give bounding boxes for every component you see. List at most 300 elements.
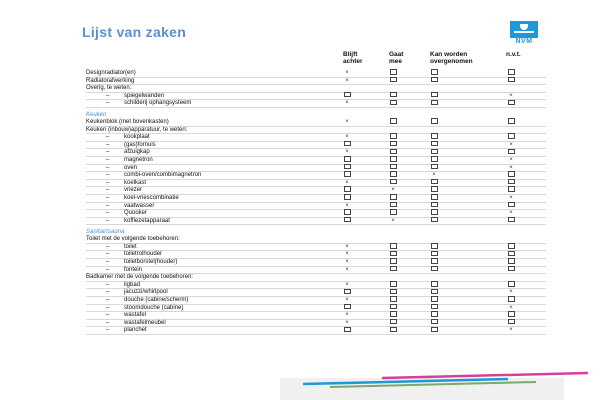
empty-checkbox-icon bbox=[431, 281, 438, 287]
checkbox-gaat-mee[interactable] bbox=[389, 78, 397, 85]
dash-bullet: – bbox=[106, 266, 110, 273]
empty-checkbox-icon bbox=[390, 289, 397, 295]
table-row bbox=[86, 289, 546, 297]
checkbox-kan-worden-overgenomen[interactable] bbox=[430, 312, 438, 319]
table-row bbox=[86, 149, 546, 157]
empty-checkbox-icon bbox=[344, 141, 351, 147]
dash-bullet: – bbox=[106, 134, 110, 141]
empty-checkbox-icon bbox=[390, 296, 397, 302]
checkbox-kan-worden-overgenomen[interactable] bbox=[430, 218, 438, 225]
table-row bbox=[86, 312, 546, 320]
dash-bullet: – bbox=[106, 243, 110, 250]
empty-checkbox-icon bbox=[431, 311, 438, 317]
empty-checkbox-icon bbox=[344, 304, 351, 310]
checkbox-kan-worden-overgenomen[interactable] bbox=[430, 244, 438, 251]
checkbox-kan-worden-overgenomen[interactable] bbox=[430, 142, 438, 149]
checkbox-blijft-achter[interactable] bbox=[343, 327, 351, 334]
table-row bbox=[86, 210, 546, 218]
checkbox-gaat-mee[interactable] bbox=[389, 327, 397, 334]
column-header-gaat-mee bbox=[389, 51, 403, 65]
checked-mark-nvt[interactable]: × bbox=[509, 156, 513, 163]
checkbox-nvt[interactable] bbox=[507, 149, 515, 156]
row-label: Keukenblok (met bovenkasten) bbox=[86, 118, 169, 125]
empty-checkbox-icon bbox=[508, 266, 515, 272]
nvm-logo-text: NVM bbox=[515, 38, 533, 45]
checked-mark-gaat-mee[interactable]: × bbox=[391, 187, 395, 194]
checked-mark-blijft-achter[interactable]: × bbox=[345, 281, 349, 288]
checkbox-blijft-achter[interactable] bbox=[343, 93, 351, 100]
empty-checkbox-icon bbox=[390, 258, 397, 264]
dash-bullet: – bbox=[106, 141, 110, 148]
checked-mark-blijft-achter[interactable]: × bbox=[345, 118, 349, 125]
row-label: kookplaat bbox=[124, 134, 150, 141]
checkbox-kan-worden-overgenomen[interactable] bbox=[430, 93, 438, 100]
nvm-logo bbox=[509, 21, 539, 47]
dash-bullet: – bbox=[106, 304, 110, 311]
checked-mark-blijft-achter[interactable]: × bbox=[345, 100, 349, 107]
checkbox-blijft-achter[interactable] bbox=[343, 305, 351, 312]
row-label: Designradiator(en) bbox=[86, 70, 136, 76]
row-label: toilet bbox=[124, 243, 137, 250]
column-header-line: overgenomen bbox=[430, 58, 473, 65]
checkbox-kan-worden-overgenomen[interactable] bbox=[430, 180, 438, 187]
checkbox-kan-worden-overgenomen[interactable] bbox=[430, 305, 438, 312]
checkbox-blijft-achter[interactable] bbox=[343, 172, 351, 179]
row-label: Keuken bbox=[86, 111, 107, 118]
checkbox-gaat-mee[interactable] bbox=[389, 180, 397, 187]
empty-checkbox-icon bbox=[431, 266, 438, 272]
checked-mark-blijft-achter[interactable]: × bbox=[345, 149, 349, 156]
empty-checkbox-icon bbox=[344, 217, 351, 223]
empty-checkbox-icon bbox=[508, 311, 515, 317]
empty-checkbox-icon bbox=[431, 251, 438, 257]
footer-band bbox=[280, 378, 564, 400]
table-row bbox=[86, 119, 546, 127]
empty-checkbox-icon bbox=[431, 202, 438, 208]
empty-checkbox-icon bbox=[344, 327, 351, 333]
nvm-logo-icon bbox=[510, 21, 538, 38]
checkbox-kan-worden-overgenomen[interactable] bbox=[430, 203, 438, 210]
checkbox-gaat-mee[interactable] bbox=[389, 203, 397, 210]
row-label: Radiatorafwerking bbox=[86, 77, 135, 84]
table-row bbox=[86, 165, 546, 173]
dash-bullet: – bbox=[106, 312, 110, 319]
empty-checkbox-icon bbox=[431, 327, 438, 333]
row-label: combi-oven/combimagnetron bbox=[124, 172, 202, 179]
empty-checkbox-icon bbox=[390, 133, 397, 139]
checked-mark-blijft-achter[interactable]: × bbox=[345, 179, 349, 186]
empty-checkbox-icon bbox=[344, 186, 351, 192]
table-row bbox=[86, 203, 546, 211]
row-label: spiegelwanden bbox=[124, 92, 165, 99]
checked-mark-blijft-achter[interactable]: × bbox=[345, 266, 349, 273]
checkbox-nvt[interactable] bbox=[507, 70, 515, 77]
group-heading bbox=[86, 85, 546, 93]
table-row bbox=[86, 93, 546, 101]
checkbox-nvt[interactable] bbox=[507, 78, 515, 85]
empty-checkbox-icon bbox=[390, 243, 397, 249]
group-heading bbox=[86, 127, 546, 135]
checkbox-kan-worden-overgenomen[interactable] bbox=[430, 78, 438, 85]
checkbox-nvt[interactable] bbox=[507, 244, 515, 251]
group-heading bbox=[86, 236, 546, 244]
checkbox-blijft-achter[interactable] bbox=[343, 210, 351, 217]
checked-mark-blijft-achter[interactable]: × bbox=[345, 312, 349, 319]
row-label: afzuigkap bbox=[124, 149, 150, 156]
dash-bullet: – bbox=[106, 92, 110, 99]
checked-mark-blijft-achter[interactable]: × bbox=[345, 70, 349, 76]
checked-mark-blijft-achter[interactable]: × bbox=[345, 259, 349, 266]
group-heading bbox=[86, 274, 546, 282]
checked-mark-blijft-achter[interactable]: × bbox=[345, 251, 349, 258]
table-row bbox=[86, 305, 546, 313]
checkbox-nvt[interactable] bbox=[507, 203, 515, 210]
checkbox-gaat-mee[interactable] bbox=[389, 267, 397, 274]
row-label: vaatwasser bbox=[124, 202, 155, 209]
checkbox-gaat-mee[interactable] bbox=[389, 149, 397, 156]
column-header-line: n.v.t. bbox=[506, 51, 521, 58]
dash-bullet: – bbox=[106, 156, 110, 163]
checked-mark-nvt[interactable]: × bbox=[509, 289, 513, 296]
checkbox-nvt[interactable] bbox=[507, 282, 515, 289]
empty-checkbox-icon bbox=[431, 217, 438, 223]
checkbox-gaat-mee[interactable] bbox=[389, 320, 397, 327]
column-header-line: mee bbox=[389, 58, 403, 65]
row-label: schilderij ophangsysteem bbox=[124, 100, 192, 107]
empty-checkbox-icon bbox=[508, 202, 515, 208]
checkbox-nvt[interactable] bbox=[507, 267, 515, 274]
empty-checkbox-icon bbox=[431, 141, 438, 147]
checked-mark-nvt[interactable]: × bbox=[509, 141, 513, 148]
empty-checkbox-icon bbox=[390, 266, 397, 272]
row-label: douche (cabine/scherm) bbox=[124, 297, 189, 304]
checkbox-kan-worden-overgenomen[interactable] bbox=[430, 259, 438, 266]
row-label: koffiezetapparaat bbox=[124, 217, 170, 224]
empty-checkbox-icon bbox=[508, 217, 515, 223]
checked-mark-nvt[interactable]: × bbox=[509, 210, 513, 217]
checkbox-gaat-mee[interactable] bbox=[389, 312, 397, 319]
checked-mark-blijft-achter[interactable]: × bbox=[345, 77, 349, 84]
checkbox-gaat-mee[interactable] bbox=[389, 244, 397, 251]
empty-checkbox-icon bbox=[431, 243, 438, 249]
checked-mark-blijft-achter[interactable]: × bbox=[345, 202, 349, 209]
empty-checkbox-icon bbox=[344, 209, 351, 215]
table-row bbox=[86, 297, 546, 305]
empty-checkbox-icon bbox=[508, 179, 515, 185]
section-heading bbox=[86, 112, 546, 119]
empty-checkbox-icon bbox=[390, 156, 397, 162]
empty-checkbox-icon bbox=[508, 118, 515, 124]
column-header-kan-worden-overgenomen bbox=[430, 51, 473, 65]
row-label: planchet bbox=[124, 327, 147, 334]
table-row bbox=[86, 180, 546, 188]
checkbox-gaat-mee[interactable] bbox=[389, 172, 397, 179]
table-row bbox=[86, 70, 546, 78]
checkbox-kan-worden-overgenomen[interactable] bbox=[430, 320, 438, 327]
row-label: jacuzzi/whirlpool bbox=[124, 289, 168, 296]
empty-checkbox-icon bbox=[508, 171, 515, 177]
empty-checkbox-icon bbox=[508, 69, 515, 75]
empty-checkbox-icon bbox=[431, 156, 438, 162]
row-label: (gas)fornuis bbox=[124, 141, 156, 148]
checked-mark-nvt[interactable]: × bbox=[509, 164, 513, 171]
checkbox-nvt[interactable] bbox=[507, 187, 515, 194]
page-title: Lijst van zaken bbox=[82, 24, 187, 40]
checkbox-kan-worden-overgenomen[interactable] bbox=[430, 251, 438, 258]
empty-checkbox-icon bbox=[431, 69, 438, 75]
checkbox-gaat-mee[interactable] bbox=[389, 134, 397, 141]
row-label: ligbad bbox=[124, 281, 141, 288]
checkbox-kan-worden-overgenomen[interactable] bbox=[430, 149, 438, 156]
table-row bbox=[86, 251, 546, 259]
checkbox-gaat-mee[interactable] bbox=[389, 119, 397, 126]
table-row bbox=[86, 320, 546, 328]
checkbox-kan-worden-overgenomen[interactable] bbox=[430, 100, 438, 107]
column-header-nvt bbox=[506, 51, 521, 58]
row-label: toiletborstel(houder) bbox=[124, 259, 178, 266]
table-row bbox=[86, 218, 546, 226]
empty-checkbox-icon bbox=[508, 186, 515, 192]
dash-bullet: – bbox=[106, 259, 110, 266]
empty-checkbox-icon bbox=[390, 319, 397, 325]
empty-checkbox-icon bbox=[508, 258, 515, 264]
empty-checkbox-icon bbox=[344, 289, 351, 295]
checked-mark-blijft-achter[interactable]: × bbox=[345, 319, 349, 326]
column-header-line: achter bbox=[343, 58, 363, 65]
dash-bullet: – bbox=[106, 251, 110, 258]
empty-checkbox-icon bbox=[508, 251, 515, 257]
checkbox-nvt[interactable] bbox=[507, 134, 515, 141]
checked-mark-nvt[interactable]: × bbox=[509, 92, 513, 99]
checkbox-blijft-achter[interactable] bbox=[343, 157, 351, 164]
empty-checkbox-icon bbox=[390, 92, 397, 98]
table-row bbox=[86, 78, 546, 86]
empty-checkbox-icon bbox=[344, 156, 351, 162]
dash-bullet: – bbox=[106, 194, 110, 201]
checked-mark-blijft-achter[interactable]: × bbox=[345, 243, 349, 250]
empty-checkbox-icon bbox=[390, 77, 397, 83]
dash-bullet: – bbox=[106, 172, 110, 179]
checkbox-gaat-mee[interactable] bbox=[389, 70, 397, 77]
empty-checkbox-icon bbox=[390, 171, 397, 177]
checkbox-kan-worden-overgenomen[interactable] bbox=[430, 165, 438, 172]
table-row bbox=[86, 134, 546, 142]
table-row bbox=[86, 259, 546, 267]
empty-checkbox-icon bbox=[431, 319, 438, 325]
checkbox-nvt[interactable] bbox=[507, 100, 515, 107]
checkbox-nvt[interactable] bbox=[507, 312, 515, 319]
empty-checkbox-icon bbox=[508, 296, 515, 302]
checkbox-blijft-achter[interactable] bbox=[343, 142, 351, 149]
column-header-line: Kan worden bbox=[430, 51, 468, 58]
checkbox-blijft-achter[interactable] bbox=[343, 195, 351, 202]
empty-checkbox-icon bbox=[431, 304, 438, 310]
row-label: Badkamer met de volgende toebehoren: bbox=[86, 274, 194, 281]
checkbox-nvt[interactable] bbox=[507, 180, 515, 187]
checkbox-kan-worden-overgenomen[interactable] bbox=[430, 327, 438, 334]
empty-checkbox-icon bbox=[390, 327, 397, 333]
empty-checkbox-icon bbox=[390, 311, 397, 317]
checkbox-blijft-achter[interactable] bbox=[343, 165, 351, 172]
checkbox-kan-worden-overgenomen[interactable] bbox=[430, 297, 438, 304]
section-heading bbox=[86, 229, 546, 236]
checked-mark-gaat-mee[interactable]: × bbox=[391, 217, 395, 224]
empty-checkbox-icon bbox=[508, 281, 515, 287]
row-label: fontein bbox=[124, 266, 143, 273]
table-row bbox=[86, 327, 546, 335]
row-label: Keuken (inbouw)apparatuur, te weten: bbox=[86, 126, 188, 133]
empty-checkbox-icon bbox=[344, 194, 351, 200]
dash-bullet: – bbox=[106, 149, 110, 156]
empty-checkbox-icon bbox=[390, 164, 397, 170]
empty-checkbox-icon bbox=[431, 149, 438, 155]
checkbox-gaat-mee[interactable] bbox=[389, 100, 397, 107]
checkbox-nvt[interactable] bbox=[507, 119, 515, 126]
checked-mark-nvt[interactable]: × bbox=[509, 304, 513, 311]
checkbox-kan-worden-overgenomen[interactable] bbox=[430, 134, 438, 141]
checked-mark-nvt[interactable]: × bbox=[509, 327, 513, 334]
checkbox-nvt[interactable] bbox=[507, 320, 515, 327]
checkbox-kan-worden-overgenomen[interactable] bbox=[430, 210, 438, 217]
dash-bullet: – bbox=[106, 327, 110, 334]
empty-checkbox-icon bbox=[390, 251, 397, 257]
row-label: Overig, te weten: bbox=[86, 85, 132, 92]
checkbox-blijft-achter[interactable] bbox=[343, 187, 351, 194]
table-row bbox=[86, 282, 546, 290]
empty-checkbox-icon bbox=[390, 194, 397, 200]
table-row bbox=[86, 187, 546, 195]
checkbox-nvt[interactable] bbox=[507, 259, 515, 266]
empty-checkbox-icon bbox=[431, 296, 438, 302]
empty-checkbox-icon bbox=[390, 281, 397, 287]
checkbox-gaat-mee[interactable] bbox=[389, 259, 397, 266]
empty-checkbox-icon bbox=[390, 209, 397, 215]
row-label: Sanitair/sauna bbox=[86, 229, 125, 236]
checkbox-kan-worden-overgenomen[interactable] bbox=[430, 282, 438, 289]
checkbox-kan-worden-overgenomen[interactable] bbox=[430, 289, 438, 296]
empty-checkbox-icon bbox=[508, 243, 515, 249]
empty-checkbox-icon bbox=[390, 149, 397, 155]
empty-checkbox-icon bbox=[508, 133, 515, 139]
dash-bullet: – bbox=[106, 297, 110, 304]
checkbox-nvt[interactable] bbox=[507, 251, 515, 258]
row-label: Quooker bbox=[124, 210, 148, 217]
dash-bullet: – bbox=[106, 217, 110, 224]
table-row bbox=[86, 195, 546, 203]
checkbox-gaat-mee[interactable] bbox=[389, 195, 397, 202]
checkbox-gaat-mee[interactable] bbox=[389, 289, 397, 296]
empty-checkbox-icon bbox=[508, 77, 515, 83]
checklist-table bbox=[86, 70, 546, 335]
empty-checkbox-icon bbox=[431, 209, 438, 215]
table-row bbox=[86, 267, 546, 275]
checkbox-kan-worden-overgenomen[interactable] bbox=[430, 267, 438, 274]
row-label: koelkast bbox=[124, 179, 147, 186]
dash-bullet: – bbox=[106, 319, 110, 326]
empty-checkbox-icon bbox=[390, 141, 397, 147]
empty-checkbox-icon bbox=[390, 179, 397, 185]
column-header-line: Blijft bbox=[343, 51, 358, 58]
empty-checkbox-icon bbox=[431, 100, 438, 106]
checkbox-blijft-achter[interactable] bbox=[343, 289, 351, 296]
checkbox-kan-worden-overgenomen[interactable] bbox=[430, 70, 438, 77]
table-row bbox=[86, 157, 546, 165]
checked-mark-blijft-achter[interactable]: × bbox=[345, 134, 349, 141]
checkbox-blijft-achter[interactable] bbox=[343, 218, 351, 225]
empty-checkbox-icon bbox=[508, 149, 515, 155]
checkbox-gaat-mee[interactable] bbox=[389, 297, 397, 304]
checkbox-gaat-mee[interactable] bbox=[389, 93, 397, 100]
row-label: wastafelmeubel bbox=[124, 319, 166, 326]
row-label: koel-vriescombinatie bbox=[124, 194, 179, 201]
checkbox-kan-worden-overgenomen[interactable] bbox=[430, 187, 438, 194]
empty-checkbox-icon bbox=[390, 100, 397, 106]
dash-bullet: – bbox=[106, 164, 110, 171]
checked-mark-kan-worden-overgenomen[interactable]: × bbox=[432, 172, 436, 179]
empty-checkbox-icon bbox=[390, 69, 397, 75]
empty-checkbox-icon bbox=[390, 118, 397, 124]
checkbox-nvt[interactable] bbox=[507, 172, 515, 179]
checkbox-gaat-mee[interactable] bbox=[389, 305, 397, 312]
column-header-line: Gaat bbox=[389, 51, 404, 58]
table-row bbox=[86, 244, 546, 252]
checkbox-gaat-mee[interactable] bbox=[389, 251, 397, 258]
checkbox-nvt[interactable] bbox=[507, 218, 515, 225]
table-row bbox=[86, 142, 546, 150]
dash-bullet: – bbox=[106, 281, 110, 288]
row-label: wastafel bbox=[124, 312, 147, 319]
empty-checkbox-icon bbox=[344, 92, 351, 98]
empty-checkbox-icon bbox=[344, 164, 351, 170]
empty-checkbox-icon bbox=[431, 133, 438, 139]
empty-checkbox-icon bbox=[431, 186, 438, 192]
empty-checkbox-icon bbox=[390, 304, 397, 310]
checkbox-kan-worden-overgenomen[interactable] bbox=[430, 119, 438, 126]
dash-bullet: – bbox=[106, 187, 110, 194]
checkbox-gaat-mee[interactable] bbox=[389, 165, 397, 172]
checkbox-kan-worden-overgenomen[interactable] bbox=[430, 157, 438, 164]
empty-checkbox-icon bbox=[431, 194, 438, 200]
checked-mark-nvt[interactable]: × bbox=[509, 194, 513, 201]
empty-checkbox-icon bbox=[431, 258, 438, 264]
row-label: toiletrolhouder bbox=[124, 251, 163, 258]
row-label: Toilet met de volgende toebehoren: bbox=[86, 236, 180, 243]
table-row bbox=[86, 100, 546, 108]
empty-checkbox-icon bbox=[431, 289, 438, 295]
checked-mark-blijft-achter[interactable]: × bbox=[345, 297, 349, 304]
checkbox-nvt[interactable] bbox=[507, 297, 515, 304]
checkbox-gaat-mee[interactable] bbox=[389, 282, 397, 289]
checkbox-gaat-mee[interactable] bbox=[389, 142, 397, 149]
empty-checkbox-icon bbox=[431, 118, 438, 124]
empty-checkbox-icon bbox=[431, 92, 438, 98]
checkbox-gaat-mee[interactable] bbox=[389, 157, 397, 164]
row-label: magnetron bbox=[124, 156, 153, 163]
table-row bbox=[86, 172, 546, 180]
empty-checkbox-icon bbox=[508, 319, 515, 325]
empty-checkbox-icon bbox=[431, 164, 438, 170]
empty-checkbox-icon bbox=[390, 202, 397, 208]
dash-bullet: – bbox=[106, 179, 110, 186]
checkbox-kan-worden-overgenomen[interactable] bbox=[430, 195, 438, 202]
checkbox-gaat-mee[interactable] bbox=[389, 210, 397, 217]
empty-checkbox-icon bbox=[431, 179, 438, 185]
dash-bullet: – bbox=[106, 289, 110, 296]
empty-checkbox-icon bbox=[508, 100, 515, 106]
row-label: oven bbox=[124, 164, 138, 171]
dash-bullet: – bbox=[106, 202, 110, 209]
empty-checkbox-icon bbox=[431, 77, 438, 83]
